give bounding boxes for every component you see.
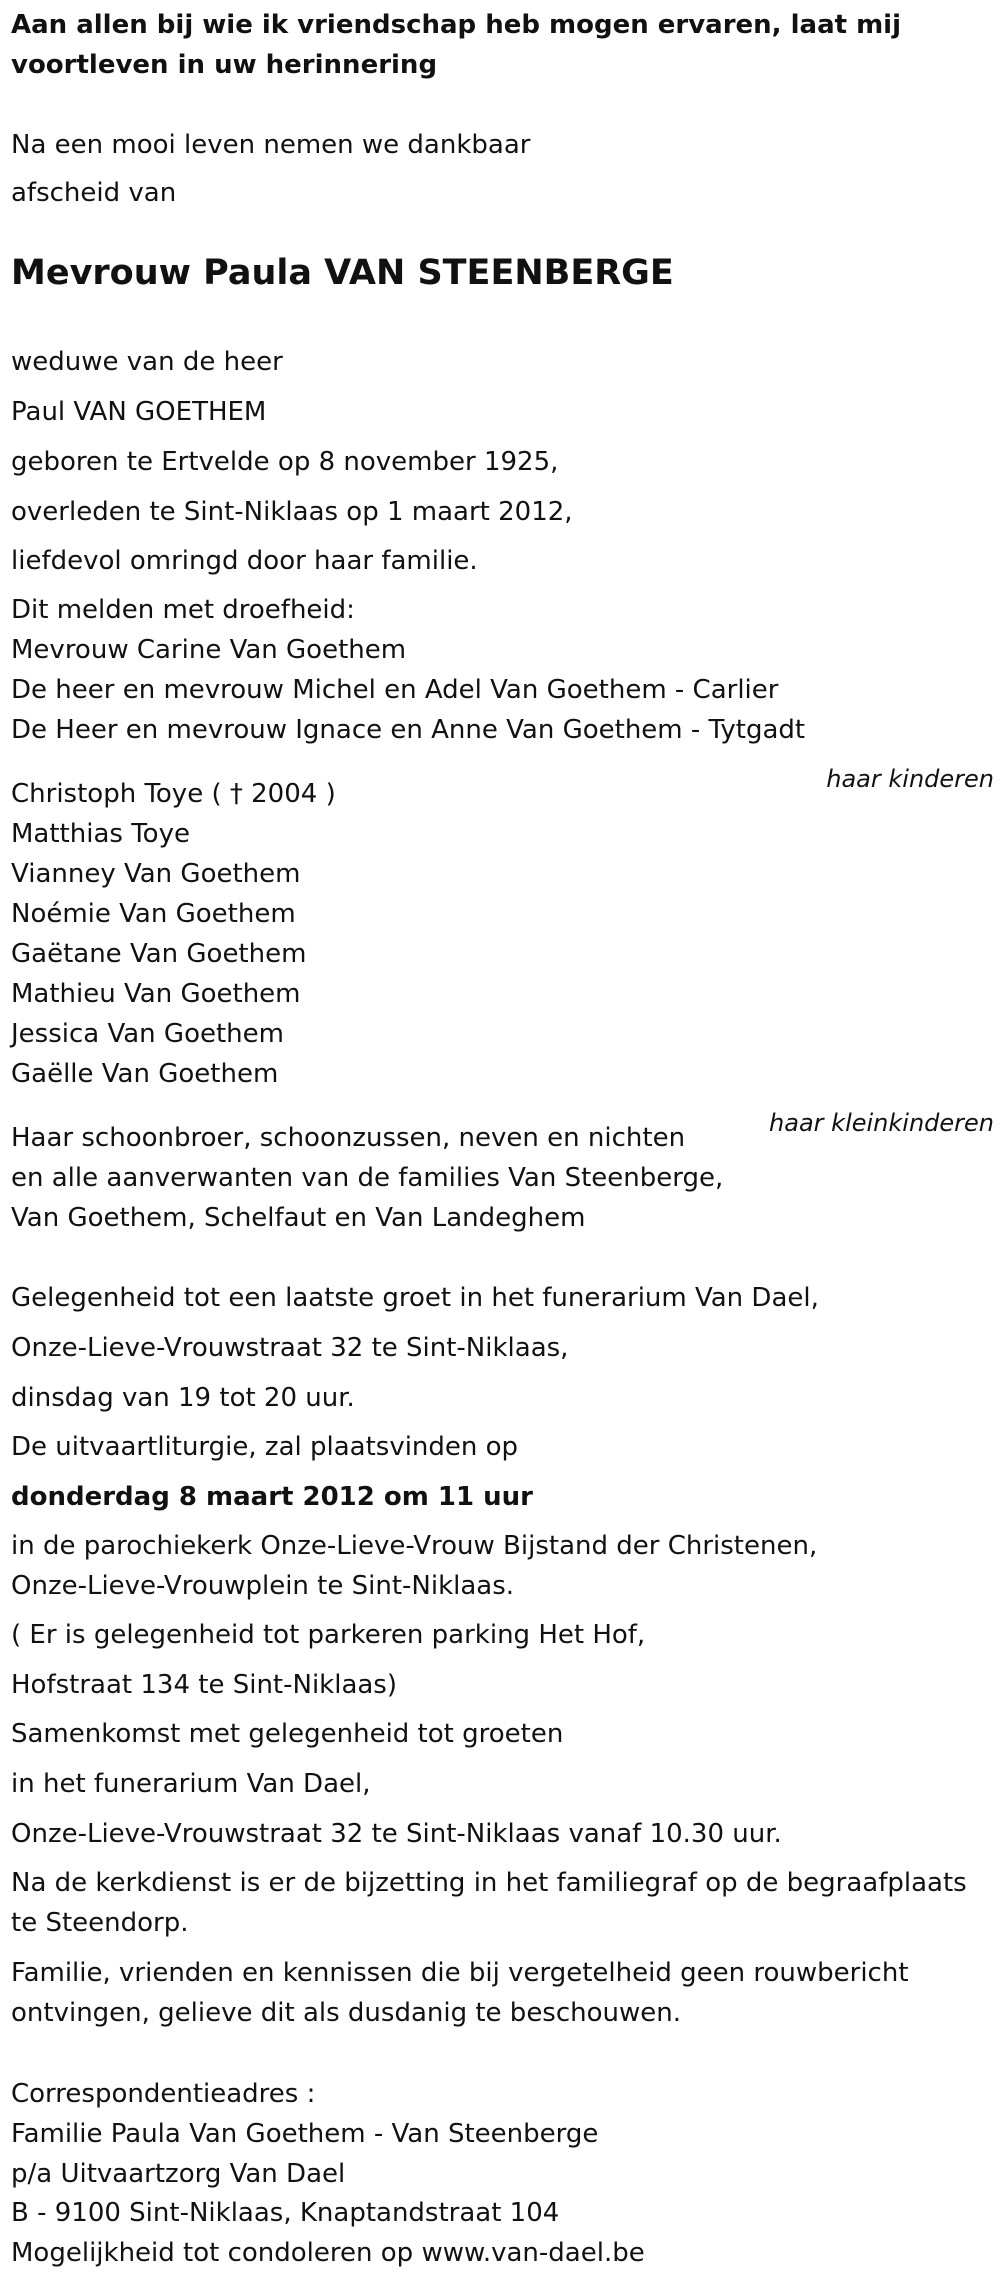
condolence-line: Mogelijkheid tot condoleren op www.van-dael.be (11, 2238, 645, 2268)
intro-line-2: afscheid van (11, 178, 177, 208)
spouse-name: Paul VAN GOETHEM (11, 397, 267, 427)
grandchild-1: Christoph Toye ( † 2004 ) (11, 779, 336, 809)
burial-line-1: Na de kerkdienst is er de bijzetting in het familiegraf op de begraafplaats (11, 1868, 967, 1898)
farewell-line-1: Gelegenheid tot een laatste groet in het funerarium Van Dael, (11, 1283, 819, 1313)
birth-line: geboren te Ertvelde op 8 november 1925, (11, 447, 559, 477)
church-line-2: Onze-Lieve-Vrouwplein te Sint-Niklaas. (11, 1571, 515, 1601)
grandchild-6: Mathieu Van Goethem (11, 979, 301, 1009)
grandchild-7: Jessica Van Goethem (11, 1019, 284, 1049)
grandchild-8: Gaëlle Van Goethem (11, 1059, 279, 1089)
correspondence-line-3: B - 9100 Sint-Niklaas, Knaptandstraat 104 (11, 2198, 560, 2228)
liturgy-intro: De uitvaartliturgie, zal plaatsvinden op (11, 1432, 519, 1462)
child-1: Mevrouw Carine Van Goethem (11, 635, 407, 665)
parking-line-2: Hofstraat 134 te Sint-Niklaas) (11, 1670, 398, 1700)
death-line: overleden te Sint-Niklaas op 1 maart 2012, (11, 497, 573, 527)
correspondence-label: Correspondentieadres : (11, 2079, 316, 2109)
announcers-intro: Dit melden met droefheid: (11, 595, 355, 625)
intro-line-1: Na een mooi leven nemen we dankbaar (11, 130, 531, 160)
spouse-intro: weduwe van de heer (11, 347, 283, 377)
correspondence-line-1: Familie Paula Van Goethem - Van Steenberge (11, 2119, 599, 2149)
gathering-line-3: Onze-Lieve-Vrouwstraat 32 te Sint-Niklaas vanaf 10.30 uur. (11, 1819, 782, 1849)
motto-line-1: Aan allen bij wie ik vriendschap heb mogen ervaren, laat mij (11, 10, 902, 40)
burial-line-2: te Steendorp. (11, 1908, 189, 1938)
grandchild-3: Vianney Van Goethem (11, 859, 301, 889)
relatives-line-2: en alle aanverwanten van de families Van Steenberge, (11, 1163, 724, 1193)
church-line-1: in de parochiekerk Onze-Lieve-Vrouw Bijstand der Christenen, (11, 1531, 818, 1561)
parking-line-1: ( Er is gelegenheid tot parkeren parking Het Hof, (11, 1620, 646, 1650)
farewell-line-3: dinsdag van 19 tot 20 uur. (11, 1383, 355, 1413)
motto-line-2: voortleven in uw herinnering (11, 50, 438, 80)
grandchild-2: Matthias Toye (11, 819, 190, 849)
child-3: De Heer en mevrouw Ignace en Anne Van Goethem - Tytgadt (11, 715, 806, 745)
deceased-name: Mevrouw Paula VAN STEENBERGE (11, 253, 674, 293)
child-2: De heer en mevrouw Michel en Adel Van Goethem - Carlier (11, 675, 779, 705)
surrounded-line: liefdevol omringd door haar familie. (11, 546, 478, 576)
liturgy-date: donderdag 8 maart 2012 om 11 uur (11, 1482, 533, 1512)
notice-line-2: ontvingen, gelieve dit als dusdanig te beschouwen. (11, 1998, 682, 2028)
gathering-line-1: Samenkomst met gelegenheid tot groeten (11, 1719, 564, 1749)
relatives-line-3: Van Goethem, Schelfaut en Van Landeghem (11, 1203, 586, 1233)
farewell-line-2: Onze-Lieve-Vrouwstraat 32 te Sint-Niklaas, (11, 1333, 569, 1363)
correspondence-line-2: p/a Uitvaartzorg Van Dael (11, 2159, 346, 2189)
grandchildren-label: haar kleinkinderen (769, 1109, 994, 1137)
gathering-line-2: in het funerarium Van Dael, (11, 1769, 371, 1799)
grandchild-5: Gaëtane Van Goethem (11, 939, 307, 969)
grandchild-4: Noémie Van Goethem (11, 899, 296, 929)
notice-line-1: Familie, vrienden en kennissen die bij vergetelheid geen rouwbericht (11, 1958, 909, 1988)
relatives-line-1: Haar schoonbroer, schoonzussen, neven en nichten (11, 1123, 686, 1153)
children-label: haar kinderen (826, 765, 994, 793)
